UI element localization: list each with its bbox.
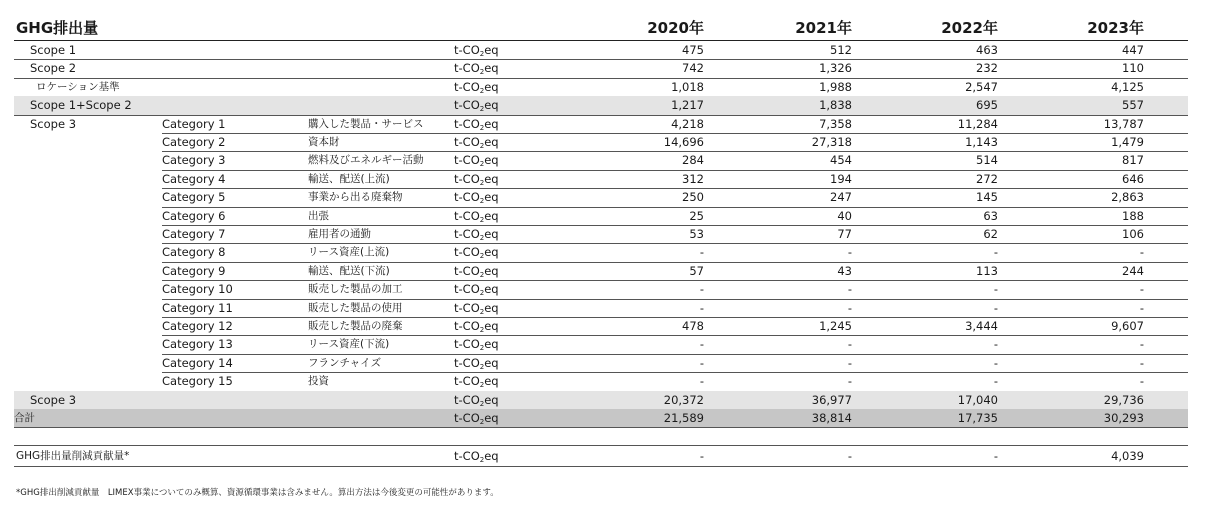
unit-suffix: eq bbox=[484, 337, 499, 352]
category-description: 雇用者の通勤 bbox=[308, 228, 371, 240]
unit-cell bbox=[454, 372, 499, 390]
value-cell: 1,838 bbox=[819, 98, 852, 113]
unit-subscript: 2 bbox=[479, 307, 485, 316]
value-cell: - bbox=[699, 245, 704, 260]
value-cell: 1,988 bbox=[819, 79, 852, 94]
unit-subscript: 2 bbox=[479, 399, 485, 408]
unit-subscript: 2 bbox=[479, 344, 485, 353]
category-description: 販売した製品の廃棄 bbox=[308, 320, 403, 332]
unit-prefix: t-CO bbox=[454, 263, 480, 278]
value-cell: - bbox=[699, 374, 704, 389]
value-cell: 62 bbox=[983, 227, 998, 241]
year-header-2022: 2022年 bbox=[941, 19, 998, 37]
unit-prefix: t-CO bbox=[454, 43, 480, 57]
unit-cell bbox=[454, 354, 499, 372]
value-cell: 38,814 bbox=[811, 411, 852, 425]
category-label: Category 12 bbox=[162, 319, 233, 333]
row-label: Scope 1 bbox=[30, 43, 77, 57]
value-cell: 250 bbox=[682, 190, 704, 205]
unit-subscript: 2 bbox=[479, 178, 485, 187]
value-cell: - bbox=[1139, 300, 1144, 315]
value-cell: 557 bbox=[1122, 98, 1144, 113]
value-cell: 1,217 bbox=[671, 98, 704, 113]
unit-subscript: 2 bbox=[479, 105, 485, 114]
unit-prefix: t-CO bbox=[454, 116, 480, 131]
category-description: 事業から出る廃棄物 bbox=[308, 191, 403, 204]
unit-subscript: 2 bbox=[479, 197, 485, 206]
unit-cell bbox=[454, 188, 499, 206]
value-cell: 53 bbox=[689, 227, 704, 241]
row-label: Scope 3 bbox=[30, 116, 77, 131]
value-cell: 13,787 bbox=[1103, 116, 1144, 131]
value-cell: - bbox=[699, 337, 704, 352]
unit-cell bbox=[454, 115, 499, 133]
value-cell: 43 bbox=[837, 263, 852, 278]
unit-subscript: 2 bbox=[479, 381, 485, 390]
category-label: Category 14 bbox=[162, 355, 233, 370]
value-cell: - bbox=[993, 374, 998, 389]
unit-prefix: t-CO bbox=[454, 337, 480, 352]
unit-prefix: t-CO bbox=[454, 300, 480, 315]
category-label: Category 4 bbox=[162, 171, 226, 186]
value-cell: 4,125 bbox=[1111, 79, 1144, 94]
year-header-2020: 2020年 bbox=[647, 19, 704, 37]
unit-suffix: eq bbox=[484, 392, 499, 407]
category-description: 投資 bbox=[308, 375, 329, 388]
value-cell: 188 bbox=[1122, 208, 1144, 223]
value-cell: - bbox=[1139, 355, 1144, 370]
unit-cell bbox=[454, 243, 499, 261]
unit-suffix: eq bbox=[484, 411, 499, 425]
value-cell: - bbox=[993, 245, 998, 260]
unit-subscript: 2 bbox=[479, 252, 485, 261]
unit-cell bbox=[454, 299, 499, 317]
value-cell: - bbox=[847, 374, 852, 389]
unit-suffix: eq bbox=[484, 79, 499, 94]
value-cell: 447 bbox=[1122, 43, 1144, 57]
value-cell: 1,245 bbox=[819, 319, 852, 333]
value-cell: 232 bbox=[976, 61, 998, 76]
unit-cell bbox=[454, 78, 499, 96]
unit-prefix: t-CO bbox=[454, 374, 480, 389]
value-cell: - bbox=[993, 337, 998, 352]
unit-prefix: t-CO bbox=[454, 245, 480, 260]
unit-cell bbox=[454, 133, 499, 151]
row-label: Scope 1+Scope 2 bbox=[30, 98, 132, 113]
value-cell: 454 bbox=[830, 153, 852, 168]
value-cell: 244 bbox=[1122, 263, 1144, 278]
category-description: リース資産(上流) bbox=[308, 246, 390, 259]
value-cell: 2,547 bbox=[965, 79, 998, 94]
unit-suffix: eq bbox=[484, 171, 499, 186]
unit-suffix: eq bbox=[484, 263, 499, 278]
unit-prefix: t-CO bbox=[454, 411, 480, 425]
reduction-label: GHG排出量削減貢献量* bbox=[16, 450, 130, 462]
unit-cell bbox=[454, 170, 499, 188]
year-header-2023: 2023年 bbox=[1087, 19, 1144, 37]
unit-cell bbox=[454, 391, 499, 409]
value-cell: 30,293 bbox=[1103, 411, 1144, 425]
unit-subscript: 2 bbox=[479, 270, 485, 279]
unit-subscript: 2 bbox=[479, 326, 485, 334]
category-description: 購入した製品・サービス bbox=[308, 117, 424, 130]
year-header-2021: 2021年 bbox=[795, 19, 852, 37]
unit-cell bbox=[454, 207, 499, 225]
unit-suffix: eq bbox=[484, 190, 499, 205]
value-cell: 463 bbox=[976, 43, 998, 57]
unit-subscript: 2 bbox=[479, 456, 485, 464]
value-cell: - bbox=[847, 355, 852, 370]
value-cell: 1,326 bbox=[819, 61, 852, 76]
row-divider bbox=[14, 466, 1188, 467]
value-cell: 113 bbox=[976, 263, 998, 278]
value-cell: - bbox=[847, 337, 852, 352]
row-label: ロケーション基準 bbox=[36, 80, 120, 93]
value-cell: 2,863 bbox=[1111, 190, 1144, 205]
reduction-value: - bbox=[993, 449, 998, 463]
reduction-value: - bbox=[699, 449, 704, 463]
value-cell: 9,607 bbox=[1111, 319, 1144, 333]
unit-prefix: t-CO bbox=[454, 392, 480, 407]
unit-suffix: eq bbox=[484, 245, 499, 260]
unit-prefix: t-CO bbox=[454, 171, 480, 186]
value-cell: 194 bbox=[830, 171, 852, 186]
value-cell: 21,589 bbox=[663, 411, 704, 425]
value-cell: 1,479 bbox=[1111, 135, 1144, 149]
category-description: 出張 bbox=[308, 209, 329, 222]
value-cell: 145 bbox=[976, 190, 998, 205]
unit-suffix: eq bbox=[484, 355, 499, 370]
value-cell: 4,218 bbox=[671, 116, 704, 131]
value-cell: - bbox=[1139, 245, 1144, 260]
row-divider bbox=[14, 427, 1188, 428]
value-cell: - bbox=[699, 282, 704, 297]
unit-suffix: eq bbox=[484, 227, 499, 241]
unit-subscript: 2 bbox=[479, 123, 485, 132]
unit-suffix: eq bbox=[484, 282, 499, 297]
category-label: Category 9 bbox=[162, 263, 226, 278]
footnote: *GHG排出削減貢献量 LIMEX事業についてのみ概算、資源循環事業は含みません。算出方法は今後変更の可能性があります。 bbox=[16, 488, 499, 498]
category-label: Category 10 bbox=[162, 282, 233, 297]
value-cell: - bbox=[993, 282, 998, 297]
category-description: リース資産(下流) bbox=[308, 338, 390, 351]
category-description: 資本財 bbox=[308, 136, 340, 148]
value-cell: 272 bbox=[976, 171, 998, 186]
category-description: フランチャイズ bbox=[308, 356, 382, 369]
category-label: Category 7 bbox=[162, 227, 226, 241]
value-cell: 514 bbox=[976, 153, 998, 168]
value-cell: 7,358 bbox=[819, 116, 852, 131]
value-cell: 312 bbox=[682, 171, 704, 186]
unit-suffix: eq bbox=[484, 153, 499, 168]
category-label: Category 6 bbox=[162, 208, 226, 223]
value-cell: - bbox=[993, 300, 998, 315]
value-cell: 14,696 bbox=[663, 135, 704, 149]
value-cell: - bbox=[699, 300, 704, 315]
unit-subscript: 2 bbox=[479, 289, 485, 298]
unit-cell bbox=[454, 280, 499, 298]
unit-prefix: t-CO bbox=[454, 190, 480, 205]
unit-subscript: 2 bbox=[479, 50, 485, 58]
unit-suffix: eq bbox=[484, 319, 499, 333]
value-cell: 11,284 bbox=[957, 116, 998, 131]
unit-suffix: eq bbox=[484, 374, 499, 389]
unit-prefix: t-CO bbox=[454, 61, 480, 76]
value-cell: 63 bbox=[983, 208, 998, 223]
unit-prefix: t-CO bbox=[454, 79, 480, 94]
value-cell: 110 bbox=[1122, 61, 1144, 76]
category-label: Category 3 bbox=[162, 153, 226, 168]
value-cell: 106 bbox=[1122, 227, 1144, 241]
value-cell: - bbox=[993, 355, 998, 370]
unit-subscript: 2 bbox=[479, 362, 485, 371]
unit-prefix: t-CO bbox=[454, 98, 480, 113]
unit-subscript: 2 bbox=[479, 234, 485, 242]
unit-prefix: t-CO bbox=[454, 449, 480, 463]
value-cell: 1,018 bbox=[671, 79, 704, 94]
unit-cell bbox=[454, 335, 499, 353]
category-label: Category 2 bbox=[162, 135, 226, 149]
value-cell: 284 bbox=[682, 153, 704, 168]
category-description: 燃料及びエネルギー活動 bbox=[308, 154, 424, 167]
unit-subscript: 2 bbox=[479, 418, 485, 426]
table-title: GHG排出量 bbox=[16, 19, 99, 37]
category-label: Category 13 bbox=[162, 337, 233, 352]
unit-suffix: eq bbox=[484, 300, 499, 315]
value-cell: 17,040 bbox=[957, 392, 998, 407]
category-label: Category 1 bbox=[162, 116, 226, 131]
value-cell: - bbox=[847, 282, 852, 297]
category-description: 輸送、配送(上流) bbox=[308, 172, 390, 185]
value-cell: 478 bbox=[682, 319, 704, 333]
value-cell: 1,143 bbox=[965, 135, 998, 149]
reduction-value: - bbox=[847, 449, 852, 463]
unit-suffix: eq bbox=[484, 98, 499, 113]
value-cell: 57 bbox=[689, 263, 704, 278]
value-cell: 20,372 bbox=[663, 392, 704, 407]
unit-cell bbox=[454, 262, 499, 280]
row-label: 合計 bbox=[14, 412, 35, 424]
unit-cell bbox=[454, 409, 499, 427]
unit-subscript: 2 bbox=[479, 86, 485, 95]
value-cell: 3,444 bbox=[965, 319, 998, 333]
unit-subscript: 2 bbox=[479, 68, 485, 77]
value-cell: 475 bbox=[682, 43, 704, 57]
row-label: Scope 2 bbox=[30, 61, 77, 76]
unit-cell bbox=[454, 151, 499, 169]
row-label: Scope 3 bbox=[30, 392, 77, 407]
value-cell: 25 bbox=[689, 208, 704, 223]
category-label: Category 8 bbox=[162, 245, 226, 260]
unit-suffix: eq bbox=[484, 135, 499, 149]
value-cell: - bbox=[1139, 282, 1144, 297]
value-cell: 40 bbox=[837, 208, 852, 223]
value-cell: - bbox=[1139, 337, 1144, 352]
value-cell: 36,977 bbox=[811, 392, 852, 407]
unit-cell bbox=[454, 41, 499, 59]
value-cell: 695 bbox=[976, 98, 998, 113]
value-cell: 742 bbox=[682, 61, 704, 76]
unit-cell bbox=[454, 447, 499, 465]
reduction-value: 4,039 bbox=[1111, 449, 1144, 463]
unit-subscript: 2 bbox=[479, 160, 485, 169]
value-cell: - bbox=[699, 355, 704, 370]
unit-prefix: t-CO bbox=[454, 208, 480, 223]
unit-prefix: t-CO bbox=[454, 319, 480, 333]
unit-suffix: eq bbox=[484, 116, 499, 131]
unit-suffix: eq bbox=[484, 449, 499, 463]
value-cell: 27,318 bbox=[811, 135, 852, 149]
category-label: Category 15 bbox=[162, 374, 233, 389]
unit-cell bbox=[454, 225, 499, 243]
unit-prefix: t-CO bbox=[454, 282, 480, 297]
unit-cell bbox=[454, 317, 499, 335]
unit-prefix: t-CO bbox=[454, 355, 480, 370]
row-divider bbox=[14, 445, 1188, 446]
unit-suffix: eq bbox=[484, 43, 499, 57]
unit-prefix: t-CO bbox=[454, 153, 480, 168]
value-cell: 29,736 bbox=[1103, 392, 1144, 407]
unit-cell bbox=[454, 96, 499, 114]
unit-cell bbox=[454, 59, 499, 77]
category-label: Category 5 bbox=[162, 190, 226, 205]
unit-prefix: t-CO bbox=[454, 227, 480, 241]
value-cell: 817 bbox=[1122, 153, 1144, 168]
value-cell: - bbox=[1139, 374, 1144, 389]
value-cell: 17,735 bbox=[957, 411, 998, 425]
value-cell: 77 bbox=[837, 227, 852, 241]
category-label: Category 11 bbox=[162, 300, 233, 315]
category-description: 販売した製品の加工 bbox=[308, 283, 403, 296]
value-cell: 512 bbox=[830, 43, 852, 57]
value-cell: 247 bbox=[830, 190, 852, 205]
unit-suffix: eq bbox=[484, 208, 499, 223]
category-description: 販売した製品の使用 bbox=[308, 301, 403, 314]
unit-subscript: 2 bbox=[479, 215, 485, 224]
unit-subscript: 2 bbox=[479, 142, 485, 150]
category-description: 輸送、配送(下流) bbox=[308, 264, 390, 277]
value-cell: - bbox=[847, 300, 852, 315]
value-cell: - bbox=[847, 245, 852, 260]
unit-prefix: t-CO bbox=[454, 135, 480, 149]
unit-suffix: eq bbox=[484, 61, 499, 76]
value-cell: 646 bbox=[1122, 171, 1144, 186]
